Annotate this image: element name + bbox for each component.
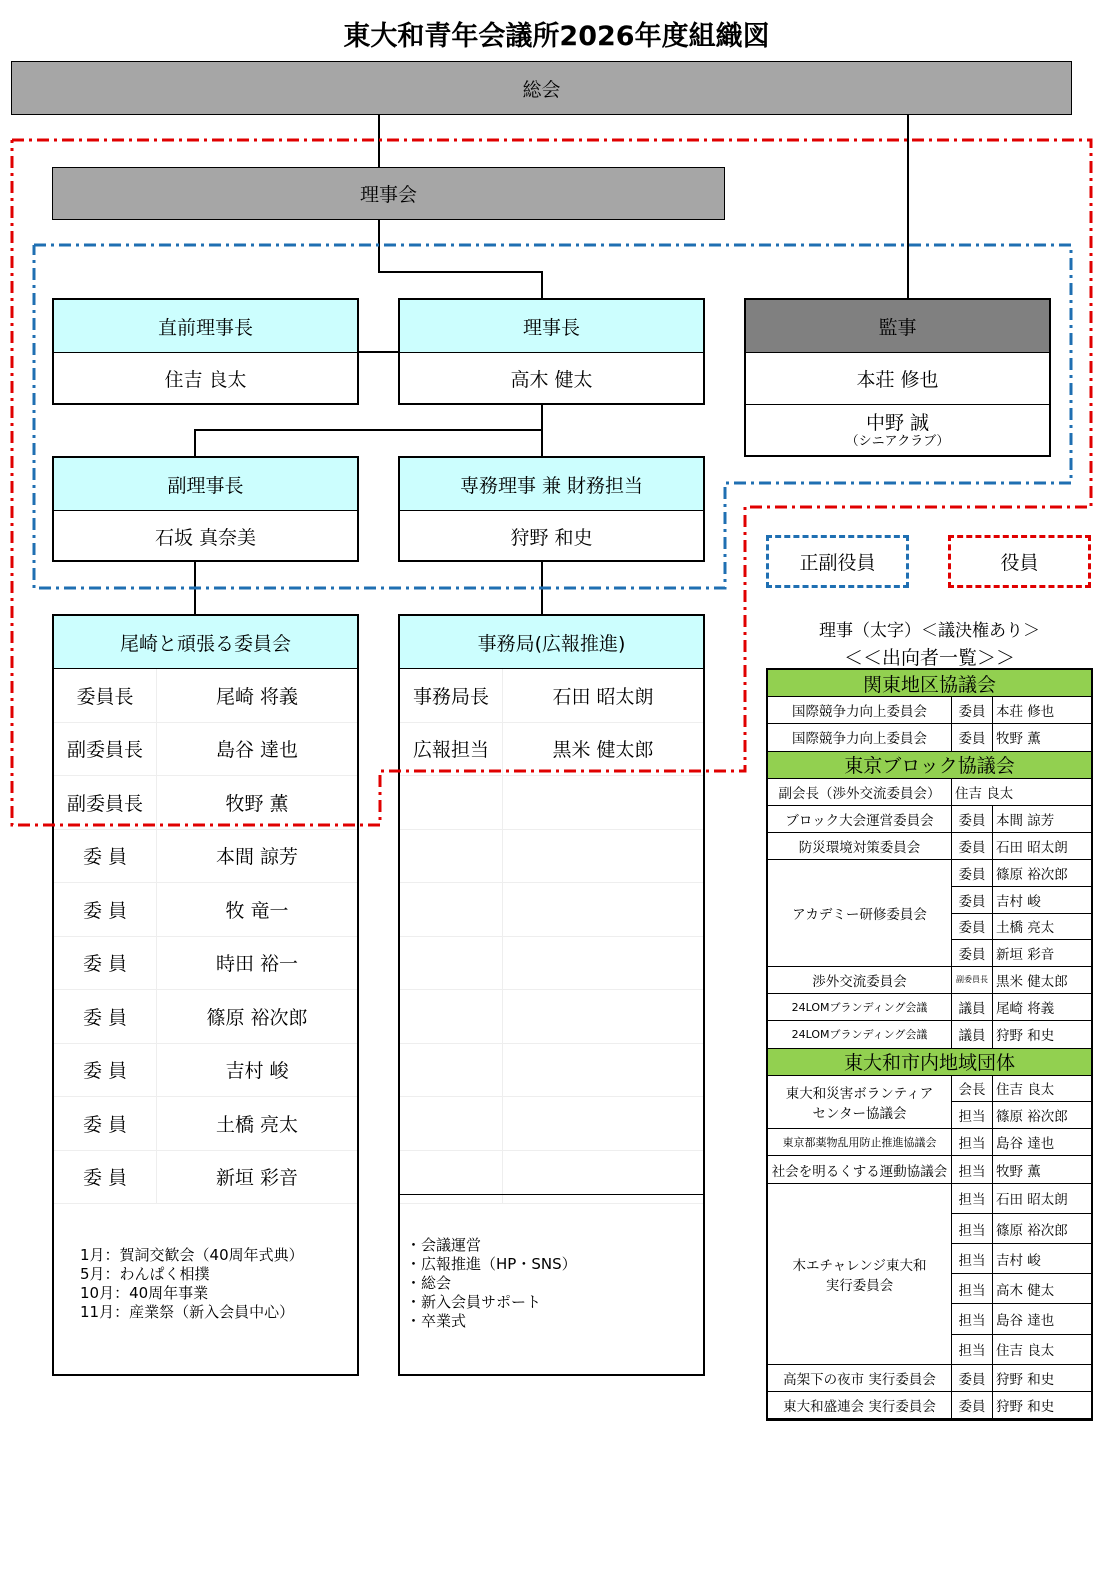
auditor-role: 監事: [746, 300, 1049, 353]
dispatch-name: 土橋 亮太: [996, 920, 1055, 937]
note-line: ・広報推進（HP・SNS）: [406, 1255, 577, 1273]
dispatch-entries: [952, 860, 1091, 965]
dispatch-row: [768, 1156, 1091, 1183]
dispatch-role: 委員: [952, 697, 993, 723]
dispatch-role: 担当: [952, 1244, 993, 1273]
dispatch-role: 担当: [952, 1335, 993, 1364]
dispatch-name: 篠原 裕次郎: [996, 867, 1068, 884]
dispatch-role: 担当: [952, 1214, 993, 1243]
section-header: 東大和市内地域団体: [768, 1049, 1091, 1076]
dispatch-name: 尾崎 将義: [996, 1001, 1055, 1018]
member-name: 尾崎 将義: [215, 685, 299, 708]
dispatch-entry: [952, 994, 1091, 1020]
dispatch-entries: [952, 1365, 1091, 1391]
dispatch-row: [768, 1392, 1091, 1419]
dispatch-role: 委員: [952, 833, 993, 859]
member-role: 委 員: [54, 883, 157, 936]
dispatch-name: 住吉 良太: [955, 785, 1014, 802]
dispatch-role: 担当: [952, 1156, 993, 1182]
president-name: 高木 健太: [510, 369, 593, 391]
dispatch-org: 国際競争力向上委員会: [768, 724, 952, 750]
vice-president-name: 石坂 真奈美: [154, 527, 257, 549]
dispatch-name: 住吉 良太: [996, 1343, 1055, 1360]
committee-title: 尾崎と頑張る委員会: [54, 616, 357, 669]
general-assembly-label: 総会: [522, 78, 561, 101]
dispatch-name: 石田 昭太朗: [996, 1192, 1068, 1209]
member-role: 副委員長: [54, 723, 157, 776]
member-name: 黒米 健太郎: [552, 739, 654, 762]
member-role: 副委員長: [54, 776, 157, 829]
dispatch-role: 副委員長: [952, 967, 993, 993]
dispatch-row: [768, 1129, 1091, 1156]
dispatch-org: アカデミー研修委員会: [768, 860, 952, 965]
dispatch-name: 本荘 修也: [996, 704, 1055, 721]
dispatch-role: 委員: [952, 914, 993, 940]
main-officers-boundary: [34, 245, 1071, 588]
legend-main-officers-label: 正副役員: [799, 552, 876, 574]
dispatch-name: 黒米 健太郎: [996, 973, 1068, 990]
dispatch-row: [768, 994, 1091, 1021]
dispatch-entry: [952, 1335, 1091, 1364]
dispatch-row: [768, 724, 1091, 751]
dispatch-role: 委員: [952, 1392, 993, 1418]
dispatch-entries: [952, 833, 1091, 859]
dispatch-name: 牧野 薫: [996, 731, 1041, 748]
dispatch-org: 東大和災害ボランティア センター協議会: [768, 1076, 952, 1129]
member-name: 時田 裕一: [215, 953, 299, 976]
dispatch-entries: [952, 697, 1091, 723]
dispatch-name: 新垣 彩音: [996, 946, 1055, 963]
member-role: 委 員: [54, 830, 157, 883]
dispatch-row: [768, 1184, 1091, 1365]
dispatch-entry: [952, 724, 1091, 750]
member-name: 新垣 彩音: [215, 1167, 299, 1190]
dispatch-name: 吉村 峻: [996, 1252, 1041, 1269]
section-header: 東京ブロック協議会: [768, 752, 1091, 779]
dispatch-entry: [952, 1184, 1091, 1214]
former-president-name: 住吉 良太: [164, 369, 247, 391]
note-line: 5月：わんぱく相撲: [80, 1265, 210, 1283]
dispatch-name: 島谷 達也: [996, 1313, 1055, 1330]
dispatch-name: 牧野 薫: [996, 1163, 1041, 1180]
member-role: 委 員: [54, 1151, 157, 1204]
dispatch-name: 狩野 和史: [996, 1371, 1055, 1388]
dispatch-name: 本間 諒芳: [996, 813, 1055, 830]
dispatch-entry: [952, 1102, 1091, 1128]
dispatch-org: ブロック大会運営委員会: [768, 806, 952, 832]
dispatch-entries: [952, 967, 1091, 993]
dispatch-entry: [952, 779, 1091, 805]
dispatch-entry: [952, 1304, 1091, 1334]
member-role: 委員長: [54, 669, 157, 722]
dispatch-entry: [952, 1244, 1091, 1274]
member-role: 委 員: [54, 990, 157, 1043]
dispatch-name: 篠原 裕次郎: [996, 1222, 1068, 1239]
auditor-name-2: 中野 誠: [865, 411, 930, 434]
dispatch-caption-1: 理事（太字）＜議決権あり＞: [819, 621, 1040, 641]
dispatch-org: 国際競争力向上委員会: [768, 697, 952, 723]
note-line: ・総会: [406, 1274, 452, 1292]
vice-president-role: 副理事長: [54, 458, 357, 511]
member-name: 牧 竜一: [225, 899, 289, 922]
dispatch-caption-2: ＜＜出向者一覧＞＞: [843, 647, 1015, 669]
member-role: 委 員: [54, 1097, 157, 1150]
dispatch-org: 社会を明るくする運動協議会: [768, 1156, 952, 1182]
board-label: 理事会: [359, 184, 417, 206]
dispatch-row: [768, 697, 1091, 724]
dispatch-name: 住吉 良太: [996, 1082, 1055, 1099]
dispatch-role: 担当: [952, 1102, 993, 1128]
dispatch-org: 高架下の夜市 実行委員会: [768, 1365, 952, 1391]
member-name: 土橋 亮太: [215, 1113, 299, 1136]
dispatch-role: 議員: [952, 994, 993, 1020]
note-line: ・卒業式: [406, 1312, 467, 1330]
dispatch-name: 島谷 達也: [996, 1136, 1055, 1153]
note-line: 11月：産業祭（新入会員中心）: [80, 1303, 295, 1321]
dispatch-org: 24LOMブランディング会議: [768, 994, 952, 1020]
dispatch-role: 委員: [952, 887, 993, 913]
auditor-name: 本荘 修也: [746, 353, 1049, 405]
dispatch-entry: [952, 697, 1091, 723]
dispatch-entries: [952, 994, 1091, 1020]
dispatch-role: 委員: [952, 940, 993, 966]
dispatch-org: 東京都薬物乱用防止推進協議会: [768, 1129, 952, 1155]
dispatch-name: 吉村 峻: [996, 893, 1041, 910]
dispatch-row: [768, 1365, 1091, 1392]
dispatch-org: 副会長（渉外交流委員会）: [768, 779, 952, 805]
dispatch-entries: [952, 779, 1091, 805]
note-line: 10月：40周年事業: [80, 1284, 209, 1302]
dispatch-entry: [952, 1214, 1091, 1244]
dispatch-org: 防災環境対策委員会: [768, 833, 952, 859]
dispatch-role: 会長: [952, 1076, 993, 1102]
note-line: 1月：賀詞交歓会（40周年式典）: [80, 1246, 304, 1264]
dispatch-entry: [952, 1392, 1091, 1418]
dispatch-entry: [952, 1365, 1091, 1391]
auditor-note-2: （シニアクラブ）: [845, 433, 950, 449]
dispatch-row: [768, 1021, 1091, 1048]
note-line: ・会議運営: [406, 1236, 482, 1254]
member-name: 牧野 薫: [225, 792, 289, 815]
dispatch-org: 東大和盛連会 実行委員会: [768, 1392, 952, 1418]
dispatch-role: 委員: [952, 860, 993, 886]
dispatch-entries: [952, 724, 1091, 750]
former-president-role: 直前理事長: [54, 300, 357, 353]
dispatch-org: 渉外交流委員会: [768, 967, 952, 993]
dispatch-role: 委員: [952, 724, 993, 750]
executive-director-name: 狩野 和史: [510, 527, 593, 549]
note-line: ・新入会員サポート: [406, 1293, 542, 1311]
dispatch-role: 委員: [952, 806, 993, 832]
dispatch-entries: [952, 1076, 1091, 1129]
dispatch-row: [768, 779, 1091, 806]
dispatch-entries: [952, 1184, 1091, 1364]
legend-main-officers: [766, 535, 909, 588]
executive-director-role: 専務理事 兼 財務担当: [400, 458, 703, 511]
member-role: 委 員: [54, 937, 157, 990]
page-title: 東大和青年会議所2026年度組織図: [343, 21, 770, 52]
president-role: 理事長: [400, 300, 703, 353]
dispatch-entry: [952, 1076, 1091, 1103]
dispatch-name: 狩野 和史: [996, 1028, 1055, 1045]
section-header: 関東地区協議会: [768, 670, 1091, 697]
dispatch-entry: [952, 887, 1091, 914]
dispatch-entry: [952, 1156, 1091, 1182]
dispatch-entry: [952, 806, 1091, 832]
dispatch-entries: [952, 1392, 1091, 1418]
dispatch-role: 担当: [952, 1274, 993, 1303]
dispatch-entry: [952, 967, 1091, 993]
dispatch-entry: [952, 1129, 1091, 1155]
dispatch-role: 委員: [952, 1365, 993, 1391]
dispatch-entry: [952, 940, 1091, 966]
dispatch-entries: [952, 1129, 1091, 1155]
dispatch-entry: [952, 833, 1091, 859]
member-role: 委 員: [54, 1044, 157, 1097]
dispatch-name: 高木 健太: [996, 1282, 1055, 1299]
dispatch-entries: [952, 1156, 1091, 1182]
dispatch-table: [766, 668, 1093, 1421]
dispatch-org: 24LOMブランディング会議: [768, 1021, 952, 1047]
dispatch-name: 篠原 裕次郎: [996, 1109, 1068, 1126]
dispatch-role: 担当: [952, 1304, 993, 1333]
dispatch-entries: [952, 806, 1091, 832]
member-role: 広報担当: [400, 723, 503, 776]
legend-officers: [948, 535, 1091, 588]
dispatch-name: 石田 昭太朗: [996, 840, 1068, 857]
dispatch-role: 担当: [952, 1129, 993, 1155]
member-name: 本間 諒芳: [215, 846, 299, 869]
dispatch-row: [768, 806, 1091, 833]
member-name: 石田 昭太朗: [552, 685, 654, 708]
member-name: 島谷 達也: [215, 739, 299, 762]
member-name: 篠原 裕次郎: [206, 1006, 308, 1029]
member-role: 事務局長: [400, 669, 503, 722]
legend-officers-label: 役員: [1000, 552, 1039, 574]
dispatch-row: [768, 860, 1091, 966]
dispatch-row: [768, 833, 1091, 860]
dispatch-role: 議員: [952, 1021, 993, 1047]
dispatch-entry: [952, 914, 1091, 941]
dispatch-row: [768, 967, 1091, 994]
dispatch-entries: [952, 1021, 1091, 1047]
dispatch-org: 木エチャレンジ東大和 実行委員会: [768, 1184, 952, 1364]
dispatch-name: 狩野 和史: [996, 1399, 1055, 1416]
member-name: 吉村 峻: [225, 1060, 289, 1083]
dispatch-entry: [952, 1274, 1091, 1304]
dispatch-entry: [952, 860, 1091, 887]
dispatch-row: [768, 1076, 1091, 1130]
dispatch-role: 担当: [952, 1184, 993, 1213]
dispatch-entry: [952, 1021, 1091, 1047]
secretariat-title: 事務局(広報推進): [400, 616, 703, 669]
